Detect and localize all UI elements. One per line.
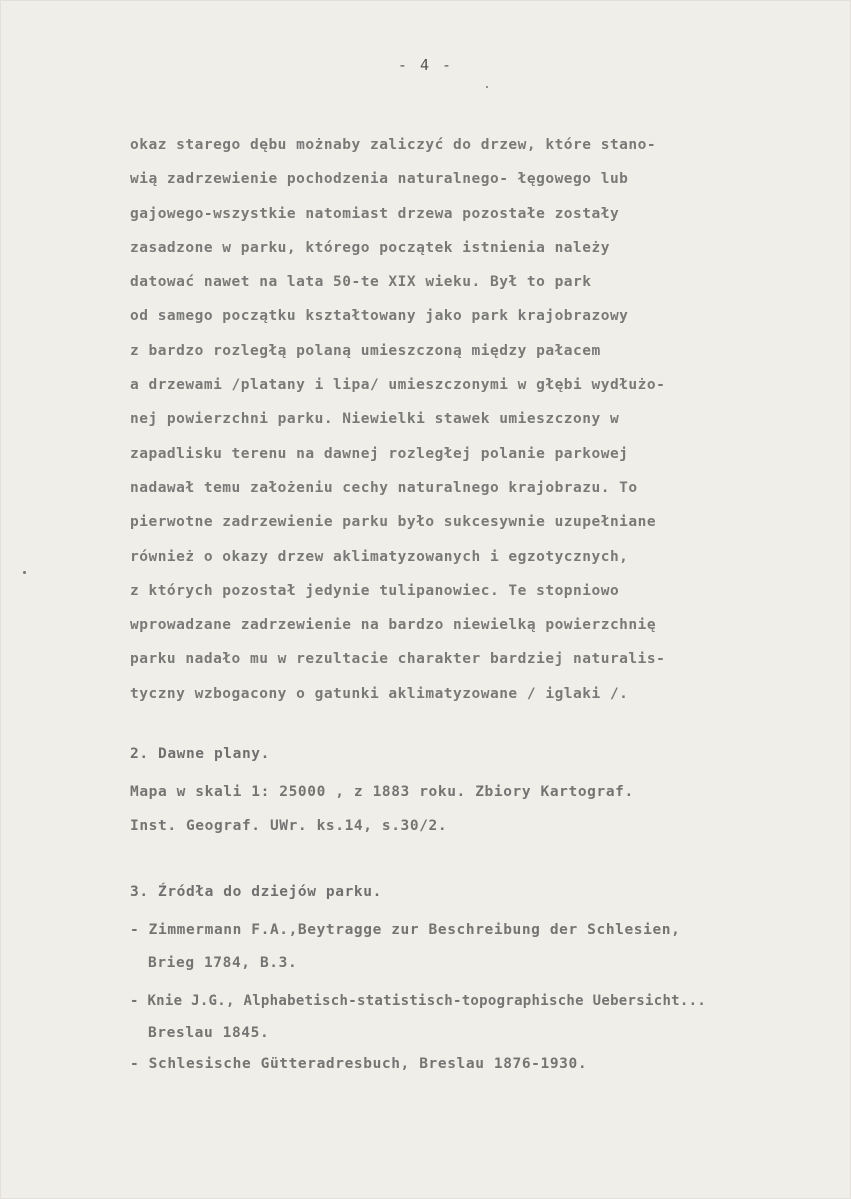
paragraph-line: nej powierzchni parku. Niewielki stawek umieszczony w xyxy=(130,411,620,428)
paragraph-line: wprowadzane zadrzewienie na bardzo niewielką powierzchnię xyxy=(130,617,657,634)
page-number: - 4 - xyxy=(397,56,454,74)
section-2-line: Inst. Geograf. UWr. ks.14, s.30/2. xyxy=(130,818,448,834)
section-3-title: 3. Źródła do dziejów parku. xyxy=(130,884,382,900)
source-item: - Knie J.G., Alphabetisch-statistisch-topographische Uebersicht... xyxy=(130,993,707,1009)
section-2-line: Mapa w skali 1: 25000 , z 1883 roku. Zbiory Kartograf. xyxy=(130,784,634,800)
paragraph-line: od samego początku kształtowany jako park krajobrazowy xyxy=(130,308,629,325)
paragraph-line: parku nadało mu w rezultacie charakter bardziej naturalis- xyxy=(130,651,666,668)
section-2-title: 2. Dawne plany. xyxy=(130,746,270,762)
paragraph xyxy=(130,128,830,711)
paragraph-line: z których pozostał jedynie tulipanowiec. Te stopniowo xyxy=(130,582,620,599)
paragraph-line: pierwotne zadrzewienie parku było sukcesywnie uzupełniane xyxy=(130,514,657,531)
paragraph-line: okaz starego dębu możnaby zaliczyć do drzew, które stano- xyxy=(130,137,657,153)
paragraph-line: zasadzone w parku, którego początek istnienia należy xyxy=(130,239,610,256)
source-item-continuation: Brieg 1784, B.3. xyxy=(148,955,298,971)
ink-speck xyxy=(486,86,488,88)
paragraph-line: tyczny wzbogacony o gatunki aklimatyzowane / iglaki /. xyxy=(130,685,629,702)
paragraph-line: nadawał temu założeniu cechy naturalnego krajobrazu. To xyxy=(130,479,638,496)
paragraph-line: również o okazy drzew aklimatyzowanych i egzotycznych, xyxy=(130,548,629,565)
paragraph-line: gajowego-wszystkie natomiast drzewa pozostałe zostały xyxy=(130,205,620,222)
paragraph-line: z bardzo rozległą polaną umieszczoną między pałacem xyxy=(130,342,601,359)
source-item-continuation: Breslau 1845. xyxy=(148,1025,270,1041)
paragraph-line: wią zadrzewienie pochodzenia naturalnego- łęgowego lub xyxy=(130,171,629,188)
paragraph-line: a drzewami /platany i lipa/ umieszczonymi w głębi wydłużo- xyxy=(130,377,666,394)
source-item: - Zimmermann F.A.,Beytragge zur Beschreibung der Schlesien, xyxy=(130,922,681,938)
paragraph-line: datować nawet na lata 50-te XIX wieku. Był to park xyxy=(130,274,592,291)
paragraph-line: zapadlisku terenu na dawnej rozległej polanie parkowej xyxy=(130,445,629,462)
source-item: - Schlesische Gütteradresbuch, Breslau 1876-1930. xyxy=(130,1056,588,1072)
punch-mark xyxy=(23,571,26,574)
